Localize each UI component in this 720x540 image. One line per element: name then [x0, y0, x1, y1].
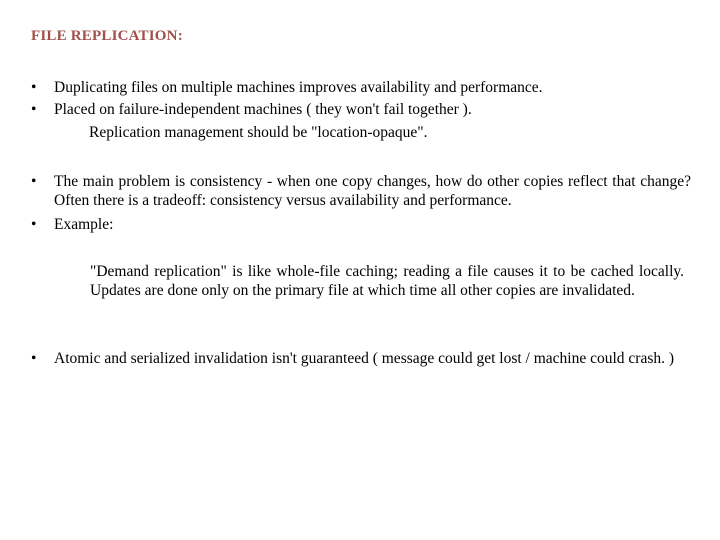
bullet-icon: • [31, 216, 37, 233]
page-title: FILE REPLICATION: [31, 28, 183, 44]
list-item-text: Placed on failure-independent machines ( they won't fail together ). [54, 101, 472, 118]
list-item-text: Atomic and serialized invalidation isn't guaranteed ( message could get lost / machine could crash. ) [54, 350, 675, 367]
example-paragraph: "Demand replication" is like whole-file caching; reading a file causes it to be cached locally. Updates are done only on the primary file at which time all other copies are invalidated. [90, 263, 684, 299]
sub-text: Replication management should be "location-opaque". [89, 124, 428, 141]
bullet-icon: • [31, 101, 37, 118]
list-item [31, 172, 691, 210]
list-item [31, 215, 691, 234]
list-item-text: Example: [54, 216, 114, 233]
list-item [31, 78, 691, 97]
list-item [31, 100, 691, 119]
bullet-icon: • [31, 350, 37, 367]
list-item-text: Duplicating files on multiple machines improves availability and performance. [54, 79, 543, 96]
bullet-icon: • [31, 79, 37, 96]
list-item [31, 349, 691, 368]
bullet-icon: • [31, 173, 37, 190]
list-item-text: The main problem is consistency - when one copy changes, how do other copies reflect that change? Often there is a tradeoff: consistency versus availability and performance. [54, 173, 691, 209]
